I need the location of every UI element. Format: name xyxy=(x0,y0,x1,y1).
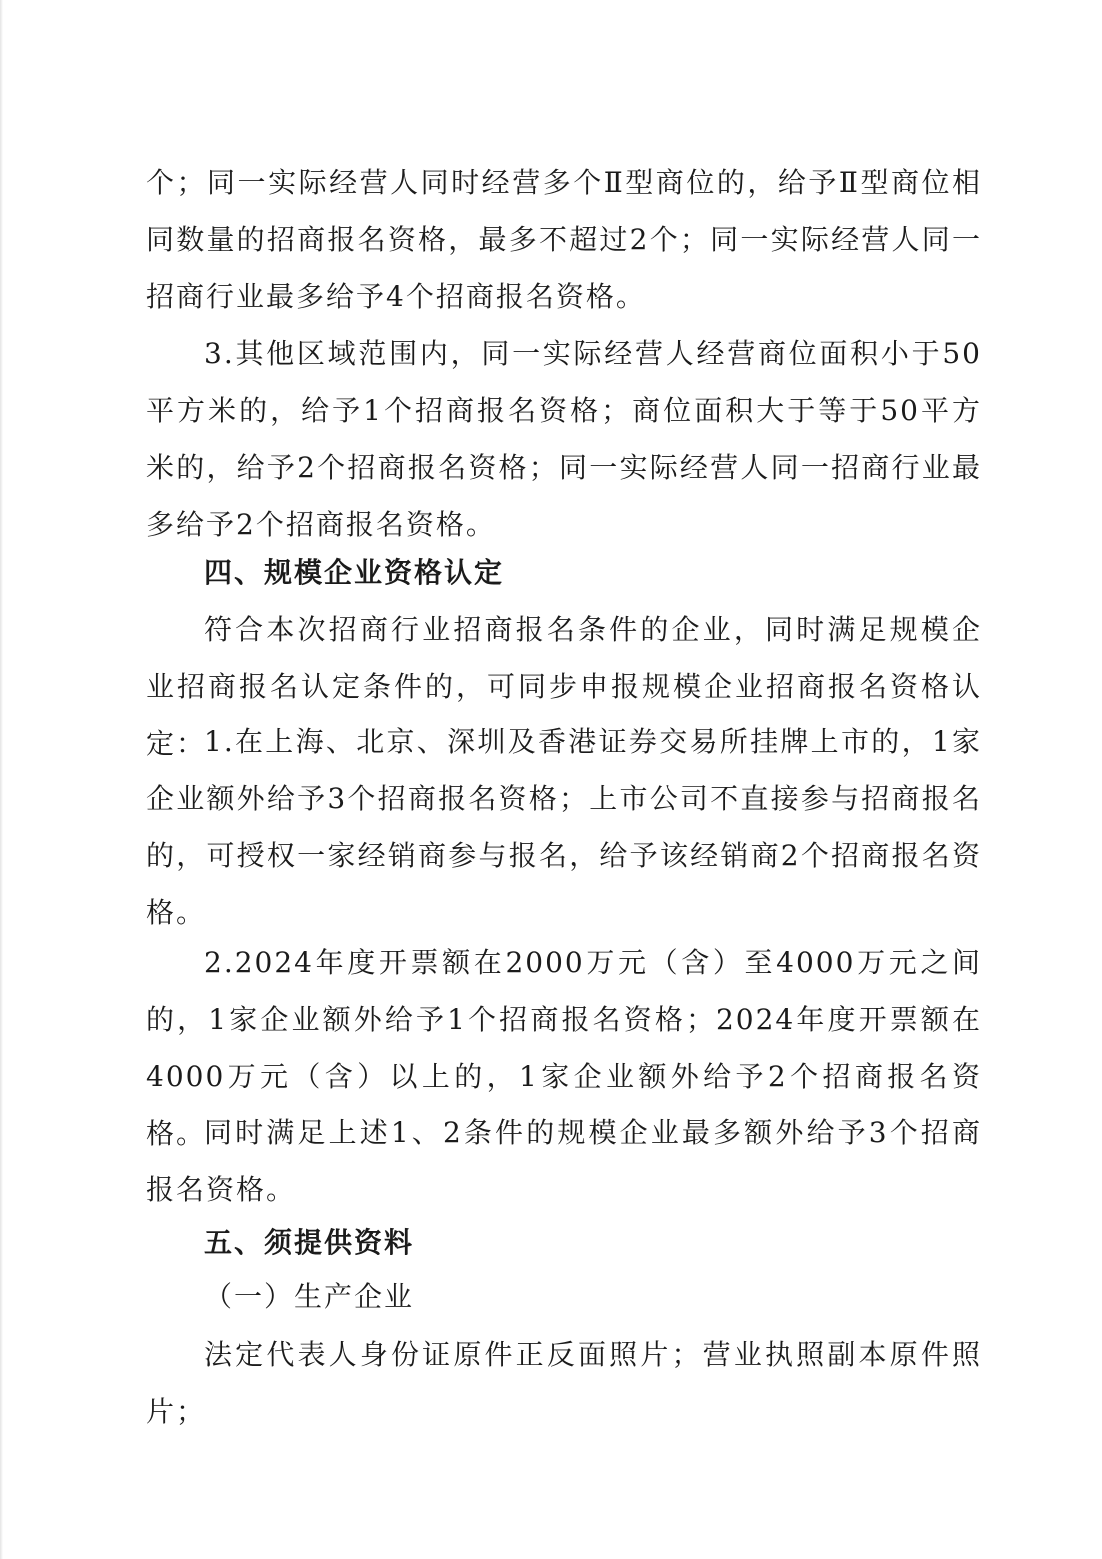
section-5-heading: 五、须提供资料 xyxy=(204,1226,415,1259)
scan-edge xyxy=(0,0,3,1559)
paragraph-continuation: 个；同一实际经营人同时经营多个Ⅱ型商位的，给予Ⅱ型商位相同数量的招商报名资格，最多不超过2个；同一实际经营人同一招商行业最多给予4个招商报名资格。 xyxy=(146,166,982,313)
paragraph-combined-limit: 同时满足上述1、2条件的规模企业最多额外给予3个招商报名资格。 xyxy=(146,1116,982,1206)
paragraph-invoice-amount: 2.2024年度开票额在2000万元（含）至4000万元之间的，1家企业额外给予1个招商报名资格；2024年度开票额在4000万元（含）以上的，1家企业额外给予2个招商报名资格。 xyxy=(146,946,982,1150)
paragraph-section-4-intro: 符合本次招商行业招商报名条件的企业，同时满足规模企业招商报名认定条件的，可同步申报规模企业招商报名资格认定： xyxy=(146,613,982,760)
paragraph-listed-company: 1.在上海、北京、深圳及香港证券交易所挂牌上市的，1家企业额外给予3个招商报名资格；上市公司不直接参与招商报名的，可授权一家经销商参与报名，给予该经销商2个招商报名资格。 xyxy=(146,725,982,929)
subsection-manufacturer-heading: （一）生产企业 xyxy=(204,1280,415,1313)
paragraph-item-3: 3.其他区域范围内，同一实际经营人经营商位面积小于50平方米的，给予1个招商报名资格；商位面积大于等于50平方米的，给予2个招商报名资格；同一实际经营人同一招商行业最多给予2个招商报名资格。 xyxy=(146,337,982,541)
paragraph-required-documents: 法定代表人身份证原件正反面照片；营业执照副本原件照片； xyxy=(146,1338,982,1428)
section-4-heading: 四、规模企业资格认定 xyxy=(204,556,505,589)
